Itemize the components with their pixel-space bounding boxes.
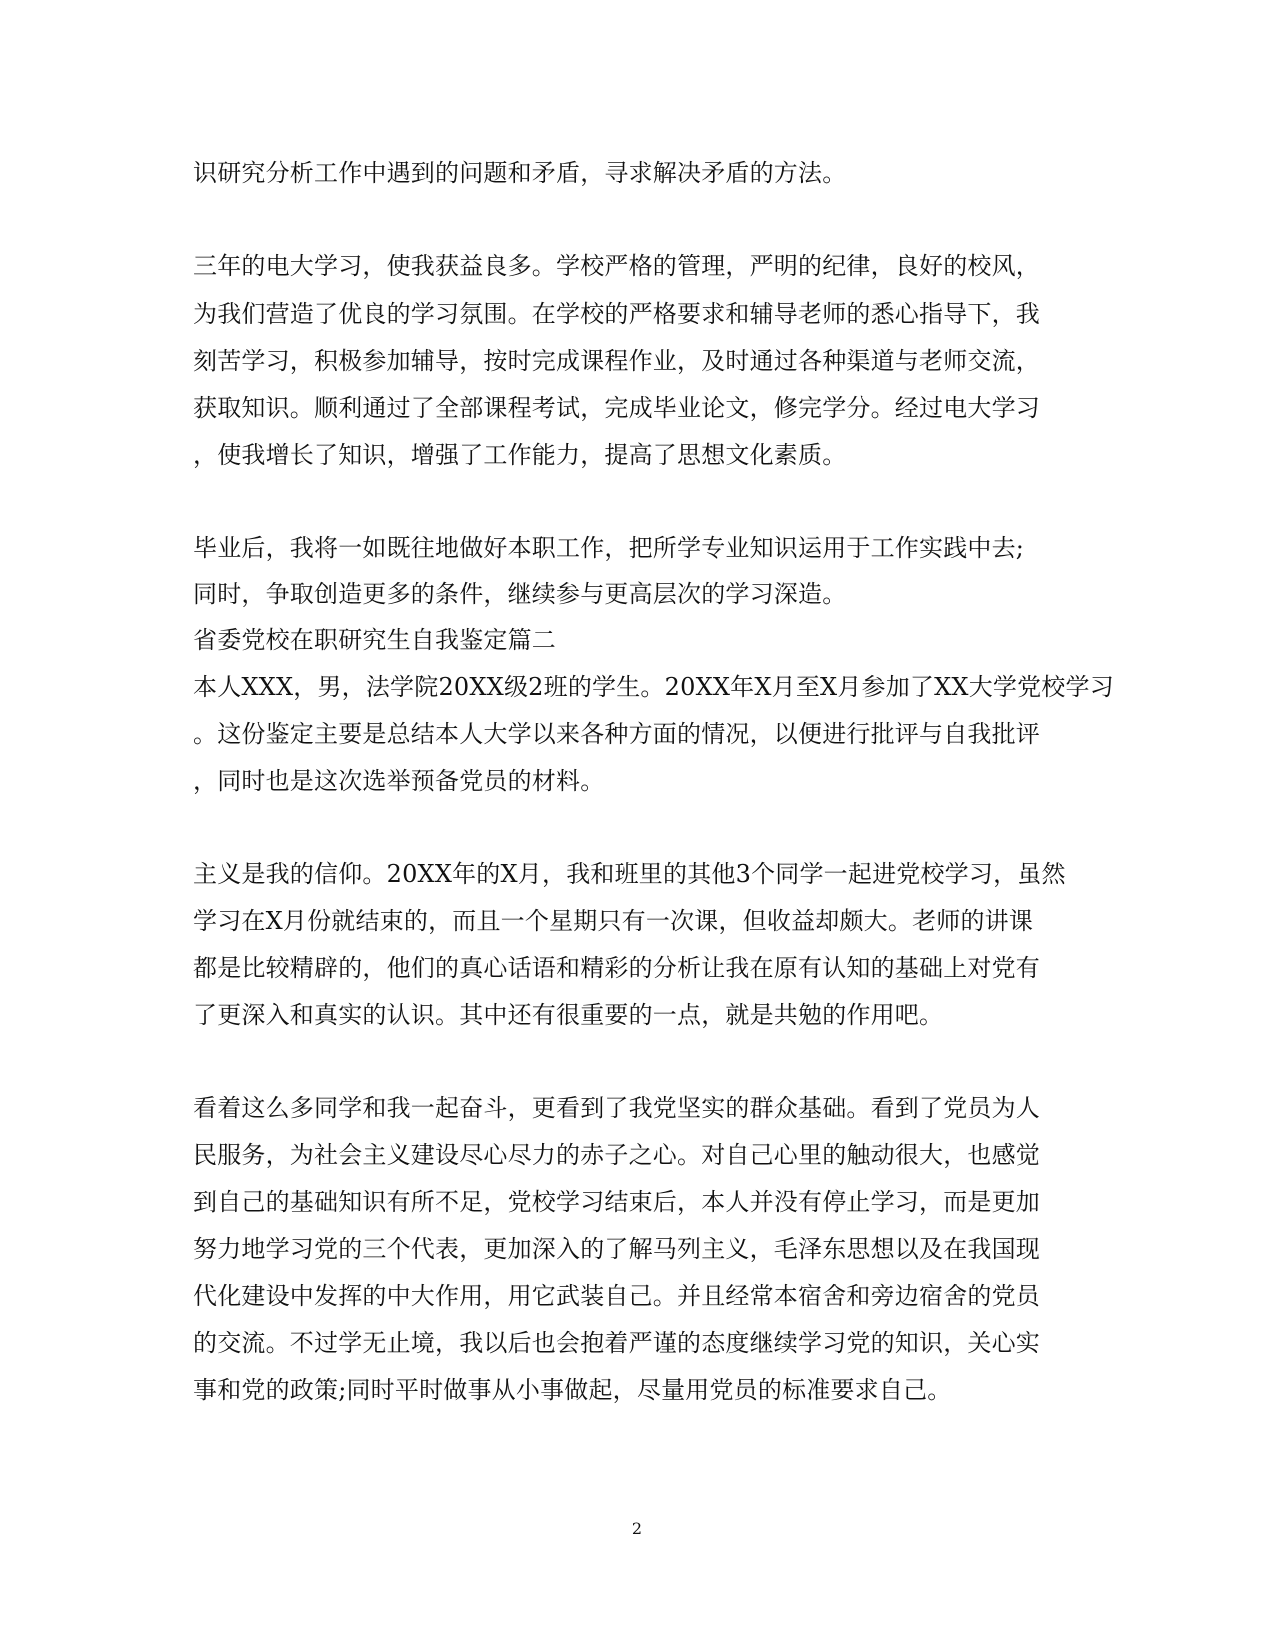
text-line: 主义是我的信仰。20XX年的X月，我和班里的其他3个同学一起进党校学习，虽然 xyxy=(193,860,1066,888)
text-line: 的交流。不过学无止境，我以后也会抱着严谨的态度继续学习党的知识，关心实 xyxy=(193,1329,1040,1357)
text-line: 本人XXX，男，法学院20XX级2班的学生。20XX年X月至X月参加了XX大学党校学习 xyxy=(193,673,1114,701)
text-line: 事和党的政策;同时平时做事从小事做起，尽量用党员的标准要求自己。 xyxy=(193,1376,952,1404)
text-line: 获取知识。顺利通过了全部课程考试，完成毕业论文，修完学分。经过电大学习 xyxy=(193,394,1040,422)
text-line: 学习在X月份就结束的，而且一个星期只有一次课，但收益却颇大。老师的讲课 xyxy=(193,907,1034,935)
text-line: 。这份鉴定主要是总结本人大学以来各种方面的情况，以便进行批评与自我批评 xyxy=(193,720,1040,748)
text-line: 到自己的基础知识有所不足，党校学习结束后，本人并没有停止学习，而是更加 xyxy=(193,1188,1040,1216)
section-heading: 省委党校在职研究生自我鉴定篇二 xyxy=(193,626,556,654)
text-line: 努力地学习党的三个代表，更加深入的了解马列主义，毛泽东思想以及在我国现 xyxy=(193,1235,1040,1263)
text-line: ，使我增长了知识，增强了工作能力，提高了思想文化素质。 xyxy=(193,441,847,469)
text-line: 同时，争取创造更多的条件，继续参与更高层次的学习深造。 xyxy=(193,580,847,608)
page-number: 2 xyxy=(631,1519,643,1538)
text-line: 毕业后，我将一如既往地做好本职工作，把所学专业知识运用于工作实践中去; xyxy=(193,534,1025,562)
text-line: 刻苦学习，积极参加辅导，按时完成课程作业，及时通过各种渠道与老师交流， xyxy=(193,347,1040,375)
text-line: ，同时也是这次选举预备党员的材料。 xyxy=(193,767,605,795)
text-line: 为我们营造了优良的学习氛围。在学校的严格要求和辅导老师的悉心指导下，我 xyxy=(193,300,1040,328)
text-line: 都是比较精辟的，他们的真心话语和精彩的分析让我在原有认知的基础上对党有 xyxy=(193,954,1040,982)
text-line: 三年的电大学习，使我获益良多。学校严格的管理，严明的纪律，良好的校风， xyxy=(193,252,1040,280)
text-line: 民服务，为社会主义建设尽心尽力的赤子之心。对自己心里的触动很大，也感觉 xyxy=(193,1141,1040,1169)
text-line: 了更深入和真实的认识。其中还有很重要的一点，就是共勉的作用吧。 xyxy=(193,1001,944,1029)
text-line: 代化建设中发挥的中大作用，用它武装自己。并且经常本宿舍和旁边宿舍的党员 xyxy=(193,1282,1040,1310)
text-line: 识研究分析工作中遇到的问题和矛盾，寻求解决矛盾的方法。 xyxy=(193,159,847,187)
text-line: 看着这么多同学和我一起奋斗，更看到了我党坚实的群众基础。看到了党员为人 xyxy=(193,1094,1040,1122)
